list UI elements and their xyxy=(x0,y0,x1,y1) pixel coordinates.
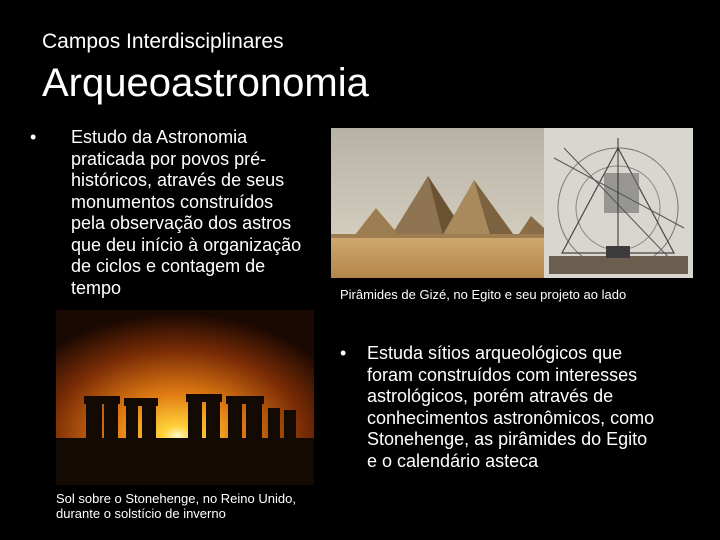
pyramid-design-diagram-image xyxy=(544,128,693,278)
bullet-point-2 xyxy=(340,343,690,483)
pyramids-caption: Pirâmides de Gizé, no Egito e seu projeto ao lado xyxy=(340,287,627,302)
stonehenge-sunrise-image xyxy=(56,310,314,485)
slide-title: Arqueoastronomia xyxy=(42,61,369,105)
bullet-text-2: Estuda sítios arqueológicos que foram construídos com interesses astrológicos, porém através de conhecimentos astronômicos, como Stonehenge, as pirâmides do Egito e o calendário asteca xyxy=(367,343,655,471)
stonehenge-caption: Sol sobre o Stonehenge, no Reino Unido, durante o solstício de inverno xyxy=(56,491,296,521)
bullet-point-1 xyxy=(30,127,330,307)
slide-subtitle: Campos Interdisciplinares xyxy=(42,30,284,53)
bullet-text-1: Estudo da Astronomia praticada por povos pré- históricos, através de seus monumentos construídos pela observação dos astros que deu início à organização de ciclos e contagem de tempo xyxy=(71,127,302,298)
bullet-marker: • xyxy=(340,343,347,363)
bullet-marker: • xyxy=(30,127,37,147)
pyramids-of-giza-image xyxy=(331,128,544,278)
